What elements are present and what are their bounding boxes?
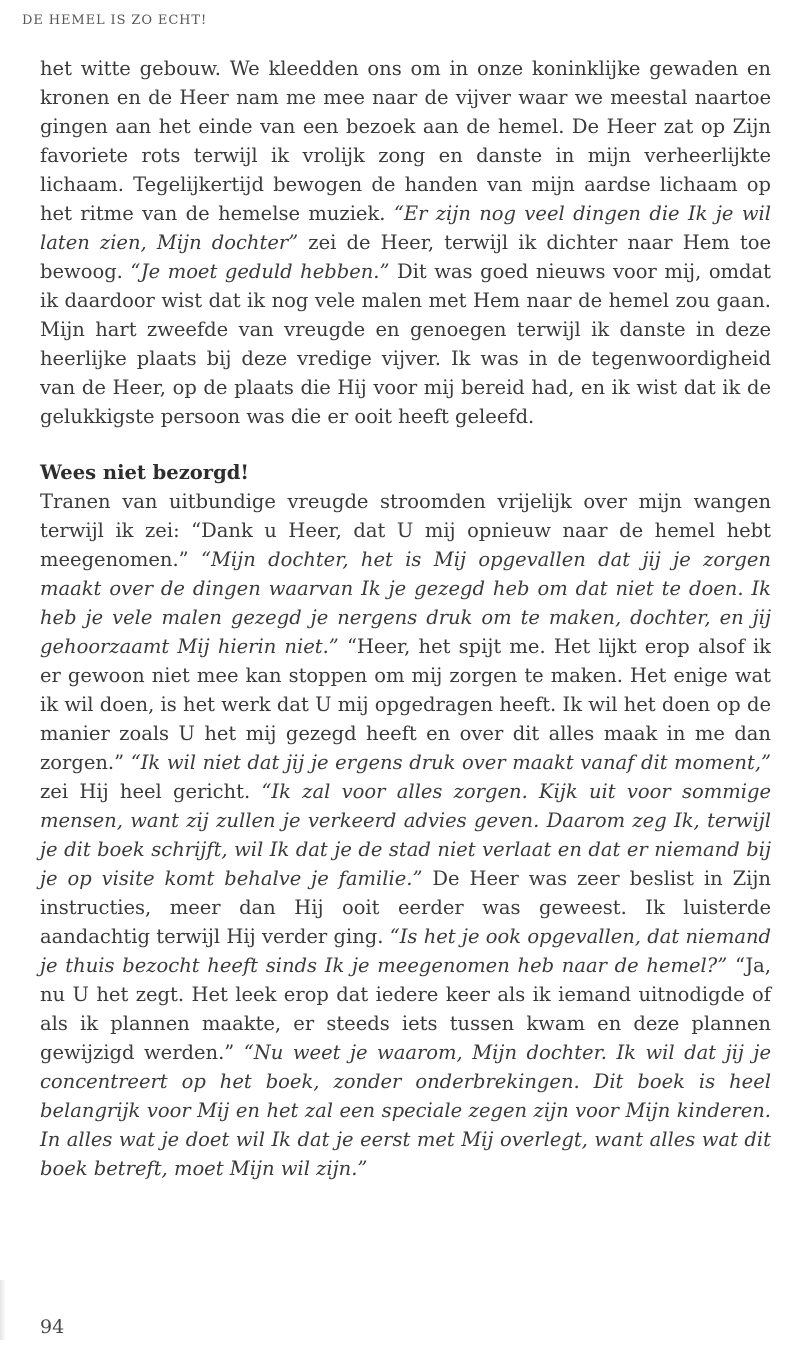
running-header: DE HEMEL IS ZO ECHT! <box>22 13 208 28</box>
scan-edge-artifact <box>0 1280 6 1340</box>
body-text-segment: De Heer was zeer beslist in Zijn instructies, meer dan Hij ooit eerder was geweest. Ik luisterde aandachtig terwijl Hij verder ging. <box>40 867 771 948</box>
paragraph-1 <box>40 54 771 431</box>
body-text-segment: zei de Heer, terwijl ik dichter naar Hem toe bewoog. <box>40 231 771 283</box>
quote-italic-segment: “Er zijn nog veel dingen die Ik je wil laten zien, Mijn dochter” <box>40 202 771 254</box>
page-number: 94 <box>40 1316 65 1338</box>
quote-italic-segment: “Ik zal voor alles zorgen. Kijk uit voor sommige mensen, want zij zullen je verkeerd advies geven. Daarom zeg Ik, terwijl je dit boek schrijft, wil Ik dat je de stad niet verlaat en dat er niemand bij je op visite komt behalve je familie.” <box>40 780 771 890</box>
quote-italic-segment: “Nu weet je waarom, Mijn dochter. Ik wil dat jij je concentreert op het boek, zonder onderbrekingen. Dit boek is heel belangrijk voor Mij en het zal een speciale zegen zijn voor Mijn kinderen. In alles wat je doet wil Ik dat je eerst met Mij overlegt, want alles wat dit boek betreft, moet Mijn wil zijn.” <box>40 1041 771 1180</box>
quote-italic-segment: “Ik wil niet dat jij je ergens druk over maakt vanaf dit moment,” <box>130 751 771 774</box>
paragraph-2 <box>40 487 771 1183</box>
quote-italic-segment: “Is het je ook opgevallen, dat niemand je thuis bezocht heeft sinds Ik je meegenomen heb naar de hemel?” <box>40 925 771 977</box>
quote-italic-segment: “Mijn dochter, het is Mij opgevallen dat jij je zorgen maakt over de dingen waarvan Ik je gezegd heb om dat niet te doen. Ik heb je vele malen gezegd je nergens druk om te maken, dochter, en jij gehoorzaamt Mij hierin niet.” <box>40 548 771 658</box>
page-body <box>40 54 771 1183</box>
body-text-segment: “Heer, het spijt me. Het lijkt erop alsof ik er gewoon niet mee kan stoppen om mij zorgen te maken. Het enige wat ik wil doen, is het werk dat U mij opgedragen heeft. Ik wil het doen op de manier zoals U het mij gezegd heeft en over dit alles maak in me dan zorgen.” <box>40 635 771 774</box>
body-text-segment: zei Hij heel gericht. <box>40 780 262 803</box>
body-text-segment: Tranen van uitbundige vreugde stroomden vrijelijk over mijn wangen terwijl ik zei: “Dank u Heer, dat U mij opnieuw naar de hemel hebt meegenomen.” <box>40 490 771 571</box>
body-text-segment: Dit was goed nieuws voor mij, omdat ik daardoor wist dat ik nog vele malen met Hem naar de hemel zou gaan. Mijn hart zweefde van vreugde en genoegen terwijl ik danste in deze heerlijke plaats bij deze vredige vijver. Ik was in de tegenwoordigheid van de Heer, op de plaats die Hij voor mij bereid had, en ik wist dat ik de gelukkigste persoon was die er ooit heeft geleefd. <box>40 260 771 428</box>
body-text-segment: “Ja, nu U het zegt. Het leek erop dat iedere keer als ik iemand uitnodigde of als ik plannen maakte, er steeds iets tussen kwam en deze plannen gewijzigd werden.” <box>40 954 772 1064</box>
body-text-segment: het witte gebouw. We kleedden ons om in onze koninklijke gewaden en kronen en de Heer nam me mee naar de vijver waar we meestal naartoe gingen aan het einde van een bezoek aan de hemel. De Heer zat op Zijn favoriete rots terwijl ik vrolijk zong en danste in mijn verheerlijkte lichaam. Tegelijkertijd bewogen de handen van mijn aardse lichaam op het ritme van de hemelse muziek. <box>40 57 771 225</box>
quote-italic-segment: “Je moet geduld hebben.” <box>130 260 390 283</box>
section-heading: Wees niet bezorgd! <box>40 461 249 484</box>
